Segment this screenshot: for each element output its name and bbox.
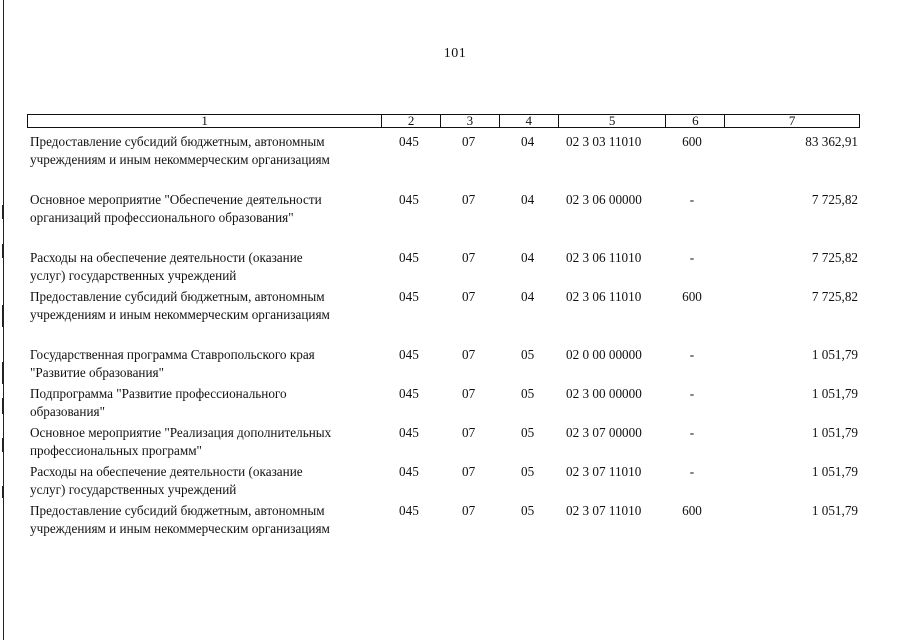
- row-expense-type: -: [689, 347, 695, 362]
- row-target-article: 02 3 07 11010: [566, 464, 642, 479]
- row-amount: 1 051,79: [811, 386, 858, 401]
- row-expense-type: 600: [682, 503, 702, 518]
- row-target-article: 02 3 06 11010: [566, 289, 642, 304]
- row-amount: 7 725,82: [811, 192, 858, 207]
- row-target-article: 02 3 06 00000: [566, 192, 642, 207]
- row-name: [30, 385, 385, 421]
- row-target-article: 02 3 00 00000: [566, 386, 642, 401]
- row-subsection: 05: [521, 386, 535, 401]
- row-name-line: учреждениям и иным некоммерческим организациям: [30, 307, 330, 322]
- row-target-article: 02 3 07 00000: [566, 425, 642, 440]
- row-subsection: 05: [521, 503, 535, 518]
- row-subsection: 05: [521, 425, 535, 440]
- row-name-line: услуг) государственных учреждений: [30, 268, 237, 283]
- row-name: [30, 424, 385, 460]
- row-code: 045: [399, 503, 419, 518]
- row-subsection: 04: [521, 289, 535, 304]
- row-amount: 7 725,82: [811, 289, 858, 304]
- row-amount: 1 051,79: [811, 425, 858, 440]
- row-code: 045: [399, 250, 419, 265]
- row-name-line: профессиональных программ": [30, 443, 202, 458]
- row-amount: 83 362,91: [805, 134, 858, 149]
- row-section: 07: [462, 425, 476, 440]
- scan-edge-mark: [2, 244, 3, 258]
- row-name-line: Предоставление субсидий бюджетным, автономным: [30, 134, 325, 149]
- row-section: 07: [462, 464, 476, 479]
- row-name-line: Государственная программа Ставропольского края: [30, 347, 315, 362]
- row-name-line: образования": [30, 404, 105, 419]
- row-section: 07: [462, 250, 476, 265]
- row-name-line: учреждениям и иным некоммерческим организациям: [30, 521, 330, 536]
- row-expense-type: -: [689, 386, 695, 401]
- row-expense-type: 600: [682, 134, 702, 149]
- row-name-line: организаций профессионального образования": [30, 210, 294, 225]
- row-name-line: Основное мероприятие "Реализация дополнительных: [30, 425, 332, 440]
- row-name-line: Предоставление субсидий бюджетным, автономным: [30, 503, 325, 518]
- row-expense-type: -: [689, 464, 695, 479]
- row-expense-type: 600: [682, 289, 702, 304]
- row-section: 07: [462, 347, 476, 362]
- scan-edge-mark: [2, 398, 3, 414]
- scan-edge-mark: [2, 486, 3, 498]
- row-target-article: 02 0 00 00000: [566, 347, 642, 362]
- row-name-line: "Развитие образования": [30, 365, 164, 380]
- row-section: 07: [462, 386, 476, 401]
- column-header-2: 2: [382, 115, 441, 127]
- scan-edge-mark: [2, 362, 3, 384]
- row-amount: 1 051,79: [811, 503, 858, 518]
- row-expense-type: -: [689, 250, 695, 265]
- row-amount: 1 051,79: [811, 347, 858, 362]
- row-name-line: Подпрограмма "Развитие профессионального: [30, 386, 287, 401]
- row-name: [30, 191, 385, 227]
- column-header-5: 5: [559, 115, 667, 127]
- row-target-article: 02 3 03 11010: [566, 134, 642, 149]
- column-header-1: 1: [28, 115, 382, 127]
- row-name-line: Расходы на обеспечение деятельности (оказание: [30, 250, 303, 265]
- row-target-article: 02 3 06 11010: [566, 250, 642, 265]
- row-code: 045: [399, 347, 419, 362]
- row-name-line: Предоставление субсидий бюджетным, автономным: [30, 289, 325, 304]
- column-header-7: 7: [788, 113, 796, 128]
- row-amount: 1 051,79: [811, 464, 858, 479]
- row-name: [30, 463, 385, 499]
- scan-edge-mark: [2, 205, 3, 219]
- row-name-line: Основное мероприятие "Обеспечение деятельности: [30, 192, 322, 207]
- row-name-line: Расходы на обеспечение деятельности (оказание: [30, 464, 303, 479]
- row-subsection: 05: [521, 347, 535, 362]
- row-target-article: 02 3 07 11010: [566, 503, 642, 518]
- row-subsection: 04: [521, 134, 535, 149]
- row-subsection: 04: [521, 250, 535, 265]
- row-section: 07: [462, 503, 476, 518]
- row-code: 045: [399, 192, 419, 207]
- row-name-line: учреждениям и иным некоммерческим организациям: [30, 152, 330, 167]
- row-amount: 7 725,82: [811, 250, 858, 265]
- row-name: [30, 133, 385, 169]
- row-section: 07: [462, 192, 476, 207]
- row-code: 045: [399, 464, 419, 479]
- row-name: [30, 249, 385, 285]
- page-number: 101: [443, 46, 467, 61]
- column-header-3: 3: [441, 115, 500, 127]
- scan-edge-line: [3, 0, 4, 640]
- row-expense-type: -: [689, 192, 695, 207]
- row-code: 045: [399, 425, 419, 440]
- row-code: 045: [399, 134, 419, 149]
- scan-edge-mark: [2, 438, 3, 452]
- column-header-6: 6: [666, 115, 725, 127]
- scan-edge-mark: [2, 305, 3, 327]
- row-expense-type: -: [689, 425, 695, 440]
- row-subsection: 05: [521, 464, 535, 479]
- row-section: 07: [462, 134, 476, 149]
- row-name: [30, 288, 385, 324]
- row-name-line: услуг) государственных учреждений: [30, 482, 237, 497]
- row-name: [30, 502, 385, 538]
- row-code: 045: [399, 289, 419, 304]
- row-subsection: 04: [521, 192, 535, 207]
- row-code: 045: [399, 386, 419, 401]
- row-name: [30, 346, 385, 382]
- column-header-4: 4: [500, 115, 559, 127]
- table-header: [27, 114, 860, 128]
- row-section: 07: [462, 289, 476, 304]
